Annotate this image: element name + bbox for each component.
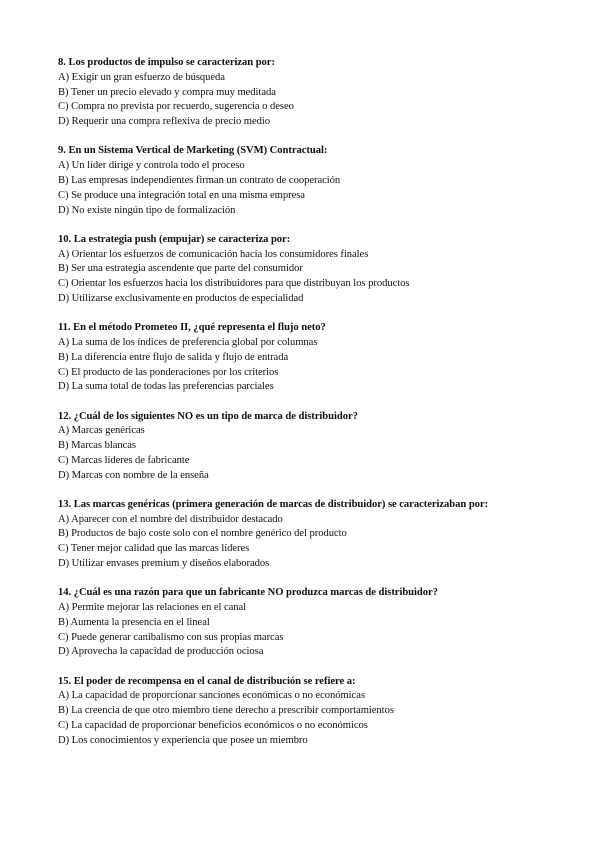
option-b: B) Las empresas independientes firman un contrato de cooperación — [58, 174, 341, 186]
option-c: C) Marcas líderes de fabricante — [58, 454, 190, 466]
question-title: 11. En el método Prometeo II, ¿qué representa el flujo neto? — [58, 322, 326, 334]
question-title: 10. La estrategia push (empujar) se caracteriza por: — [58, 233, 291, 245]
option-a: A) Un líder dirige y controla todo el proceso — [58, 160, 245, 172]
option-d: D) Utilizar envases premium y diseños elaborados — [58, 558, 270, 570]
option-d: D) Utilizarse exclusivamente en productos de especialidad — [58, 292, 304, 304]
option-d: D) Aprovecha la capacidad de producción ociosa — [58, 646, 264, 658]
question-11 — [58, 321, 578, 395]
option-c: C) Tener mejor calidad que las marcas líderes — [58, 543, 250, 555]
option-c: C) Orientar los esfuerzos hacia los distribuidores para que distribuyan los productos — [58, 278, 410, 290]
option-a: A) Aparecer con el nombre del distribuidor destacado — [58, 513, 283, 525]
question-14 — [58, 586, 578, 660]
option-a: A) La capacidad de proporcionar sanciones económicas o no económicas — [58, 690, 365, 702]
option-b: B) La creencia de que otro miembro tiene derecho a prescribir comportamientos — [58, 705, 394, 717]
question-title: 12. ¿Cuál de los siguientes NO es un tipo de marca de distribuidor? — [58, 410, 358, 422]
option-d: D) Los conocimientos y experiencia que posee un miembro — [58, 734, 308, 746]
option-b: B) Marcas blancas — [58, 440, 136, 452]
question-title: 8. Los productos de impulso se caracterizan por: — [58, 57, 275, 68]
question-13 — [58, 498, 578, 572]
document-page — [58, 56, 578, 763]
question-8 — [58, 56, 578, 130]
question-title: 15. El poder de recompensa en el canal de distribución se refiere a: — [58, 675, 356, 687]
option-c: C) La capacidad de proporcionar beneficios económicos o no económicos — [58, 720, 368, 732]
question-title: 14. ¿Cuál es una razón para que un fabricante NO produzca marcas de distribuidor? — [58, 587, 438, 599]
option-a: A) Exigir un gran esfuerzo de búsqueda — [58, 71, 225, 83]
option-b: B) Ser una estrategia ascendente que parte del consumidor — [58, 263, 303, 275]
question-title: 13. Las marcas genéricas (primera generación de marcas de distribuidor) se caracterizaban por: — [58, 498, 489, 510]
option-d: D) No existe ningún tipo de formalización — [58, 204, 236, 216]
option-d: D) La suma total de todas las preferencias parciales — [58, 381, 274, 393]
option-c: C) Compra no prevista por recuerdo, sugerencia o deseo — [58, 101, 294, 113]
question-9 — [58, 144, 578, 218]
option-d: D) Marcas con nombre de la enseña — [58, 469, 209, 481]
option-b: B) Tener un precio elevado y compra muy meditada — [58, 86, 276, 98]
option-a: A) Orientar los esfuerzos de comunicación hacia los consumidores finales — [58, 248, 369, 260]
option-a: A) La suma de los índices de preferencia global por columnas — [58, 336, 318, 348]
option-d: D) Requerir una compra reflexiva de precio medio — [58, 116, 271, 128]
question-10 — [58, 233, 578, 307]
option-b: B) La diferencia entre flujo de salida y flujo de entrada — [58, 351, 289, 363]
option-b: B) Aumenta la presencia en el lineal — [58, 616, 210, 628]
question-15 — [58, 675, 578, 749]
question-12 — [58, 410, 578, 484]
option-c: C) Se produce una integración total en una misma empresa — [58, 189, 305, 201]
option-c: C) Puede generar canibalismo con sus propias marcas — [58, 631, 284, 643]
question-title: 9. En un Sistema Vertical de Marketing (SVM) Contractual: — [58, 145, 328, 157]
option-c: C) El producto de las ponderaciones por los criterios — [58, 366, 279, 378]
option-a: A) Marcas genéricas — [58, 425, 145, 437]
option-b: B) Productos de bajo coste solo con el nombre genérico del producto — [58, 528, 347, 540]
option-a: A) Permite mejorar las relaciones en el canal — [58, 602, 247, 614]
